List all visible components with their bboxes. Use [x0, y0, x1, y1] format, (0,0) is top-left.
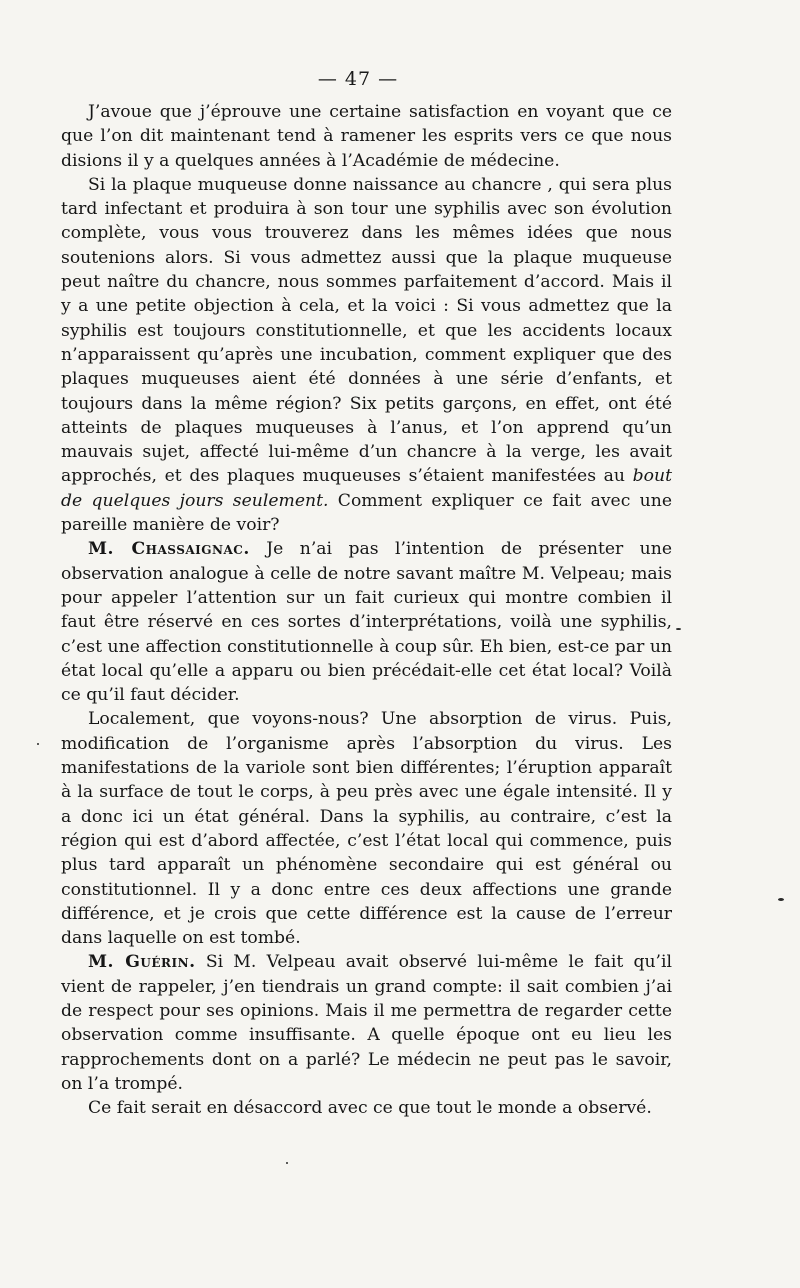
ink-speck	[676, 628, 681, 630]
ink-speck	[778, 898, 784, 901]
page-number: — 47 —	[317, 68, 399, 90]
paragraph-text: Si M. Velpeau avait observé lui-même le fait qu’il vient de rappeler, j’en tiendrais un grand compte: il sait combien j’ai de respect pour ses opinions. Mais il me permettra de regarder cette observation comme insuffisante. A quelle époque ont eu lieu les rapprochements dont on a parlé? Le médecin ne peut pas le savoir, on l’a trompé.	[61, 952, 672, 1094]
paragraph-text: Si la plaque muqueuse donne naissance au chancre , qui sera plus tard infectant et produira à son tour une syphilis avec son évolution complète, vous vous trouverez dans les mêmes idées que nous soutenions alors. Si vous admettez aussi que la plaque muqueuse peut naître du chancre, nous sommes parfaitement d’accord. Mais il y a une petite objection à cela, et la voici : Si vous admettez que la syphilis est toujours constitutionnelle, et que les accidents locaux n’apparaissent qu’après une incubation, comment expliquer que des plaques muqueuses aient été données à une série d’enfants, et toujours dans la même région? Six petits garçons, en effet, ont été atteints de plaques muqueuses à l’anus, et l’on apprend qu’un mauvais sujet, affecté lui-même d’un chancre à la verge, les avait approchés, et des plaques muqueuses s’étaient manifestées au	[61, 174, 672, 487]
body-text	[61, 100, 672, 1120]
paragraph-5	[61, 950, 672, 1096]
paragraph-3	[61, 537, 672, 707]
speaker-guerin: M. Guérin.	[88, 952, 196, 973]
paragraph-text-continued: Comment expliquer ce fait avec une pareille manière de voir?	[61, 490, 672, 536]
paragraph-6	[61, 1096, 672, 1120]
paragraph-2	[61, 173, 672, 537]
ink-speck	[37, 743, 39, 745]
paragraph-text: Je n’ai pas l’intention de présenter une observation analogue à celle de notre savant maître M. Velpeau; mais pour appeler l’attention sur un fait curieux qui montre combien il faut être réservé en ces sortes d’interprétations, voilà une syphilis, c’est une affection constitutionnelle à coup sûr. Eh bien, est-ce par un état local qu’elle a apparu ou bien précédait-elle cet état local? Voilà ce qu’il faut décider.	[61, 539, 672, 706]
speaker-chassaignac: M. Chassaignac.	[88, 539, 250, 560]
paragraph-4	[61, 707, 672, 950]
italic-phrase: bout de quelques jours seulement.	[61, 466, 672, 511]
ink-speck	[286, 1162, 288, 1164]
paragraph-1	[61, 100, 672, 173]
paragraph-text: Ce fait serait en désaccord avec ce que tout le monde a observé.	[88, 1098, 652, 1119]
paragraph-text: Localement, que voyons-nous? Une absorption de virus. Puis, modification de l’organisme après l’absorption du virus. Les manifestations de la variole sont bien différentes; l’éruption apparaît à la surface de tout le corps, à peu près avec une égale intensité. Il y a donc ici un état général. Dans la syphilis, au contraire, c’est la région qui est d’abord affectée, c’est l’état local qui commence, puis plus tard apparaît un phénomène secondaire qui est général ou constitutionnel. Il y a donc entre ces deux affections une grande différence, et je crois que cette différence est la cause de l’erreur dans laquelle on est tombé.	[61, 709, 672, 949]
paragraph-text: J’avoue que j’éprouve une certaine satisfaction en voyant que ce que l’on dit maintenant tend à ramener les esprits vers ce que nous disions il y a quelques années à l’Académie de médecine.	[61, 102, 672, 171]
